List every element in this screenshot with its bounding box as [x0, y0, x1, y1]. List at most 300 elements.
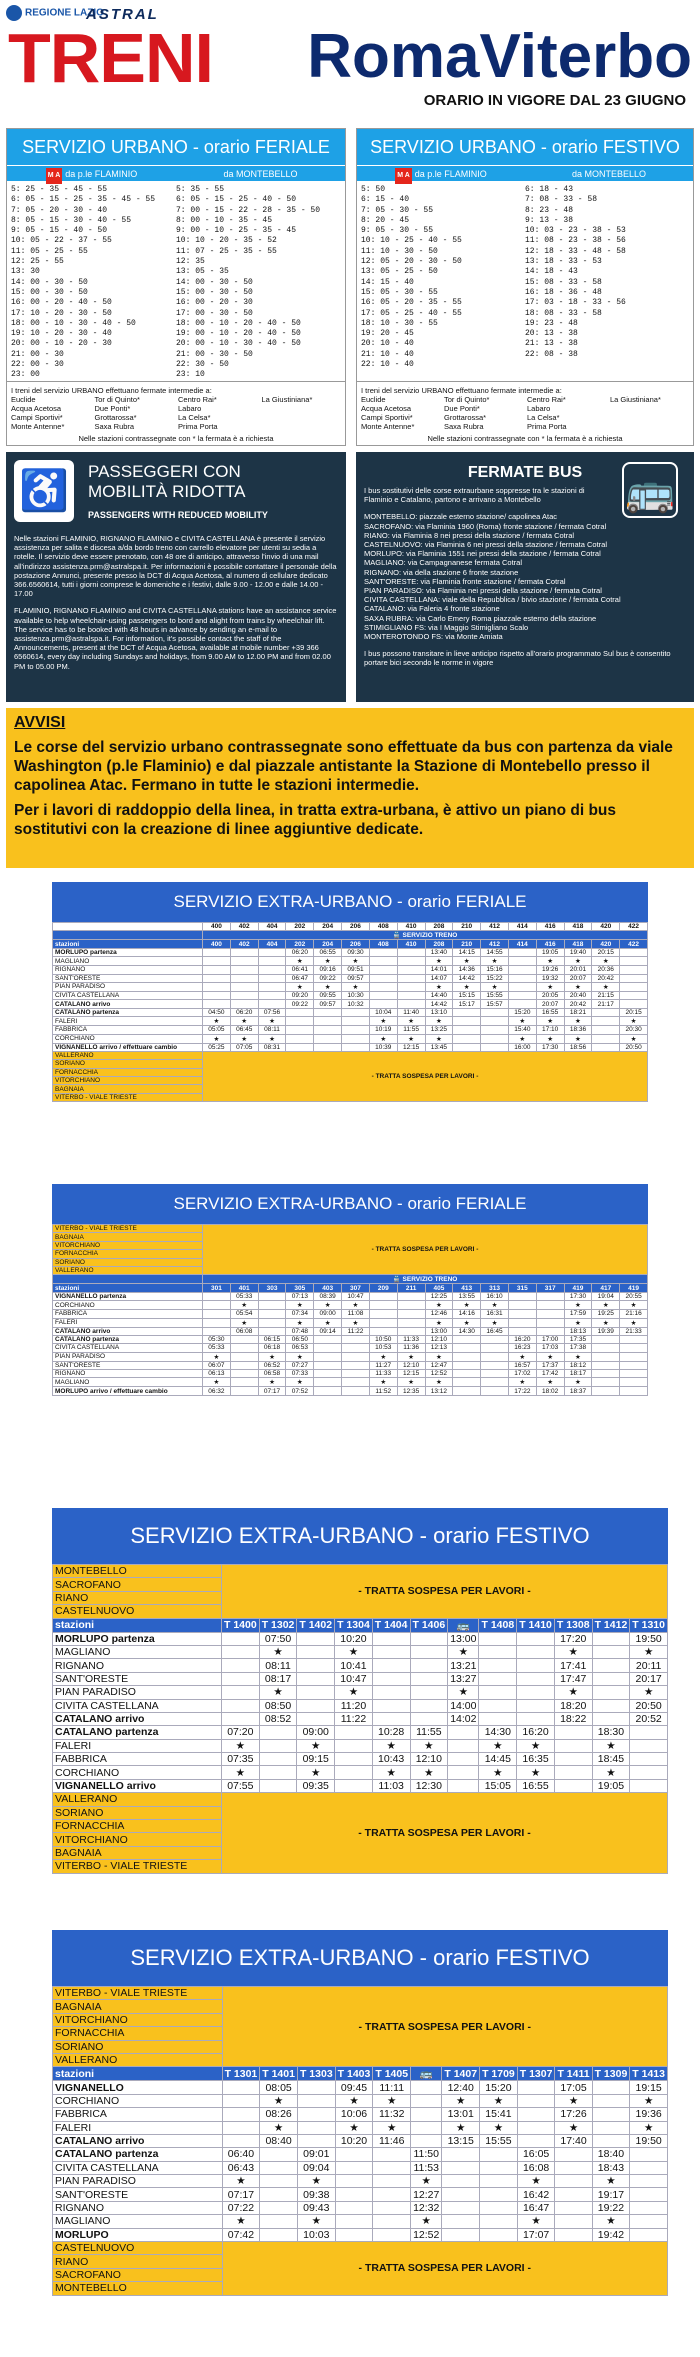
time-cell	[630, 1766, 668, 1779]
time-cell: 15:15	[453, 991, 481, 999]
time-cell	[554, 1726, 592, 1739]
time-cell	[297, 2081, 335, 2094]
station-name: VALLERANO	[53, 1051, 203, 1059]
time-cell	[258, 1000, 286, 1008]
time-cell	[342, 1378, 370, 1387]
train-number: T 1402	[297, 1618, 335, 1632]
time-cell	[554, 1753, 592, 1766]
bus-stops-title: FERMATE BUS	[467, 464, 583, 481]
time-cell: 17:26	[555, 2108, 592, 2121]
time-cell	[410, 1699, 448, 1712]
time-cell: ★	[221, 1766, 259, 1779]
time-cell: 10:04	[369, 1008, 397, 1016]
time-cell: ★	[480, 2094, 518, 2107]
time-cell: 13:55	[453, 1292, 481, 1300]
time-cell: ★	[297, 2215, 335, 2228]
time-cell	[314, 1387, 342, 1395]
station-name: SORIANO	[53, 2040, 223, 2053]
lazio-label: REGIONE LAZIO	[25, 7, 104, 19]
time-cell: 16:57	[508, 1361, 536, 1369]
feriale-montebello-times	[176, 185, 341, 380]
time-cell	[258, 1292, 286, 1300]
station-name: MAGLIANO	[53, 1378, 203, 1387]
time-line: 10: 05 - 22 - 37 - 55	[11, 236, 112, 246]
time-cell	[335, 2228, 373, 2241]
station-name: BAGNAIA	[53, 1233, 203, 1241]
time-cell: 19:04	[592, 1292, 620, 1300]
station-name: RIGNANO	[53, 1370, 203, 1378]
time-cell	[453, 1043, 481, 1051]
time-cell	[479, 1672, 517, 1685]
time-cell: 12:46	[425, 1310, 453, 1318]
time-cell: 18:43	[592, 2161, 630, 2174]
timetable-row	[53, 1327, 648, 1335]
time-cell	[620, 1335, 648, 1343]
time-cell: 13:40	[425, 948, 453, 956]
time-cell: ★	[508, 1378, 536, 1387]
time-cell: ★	[554, 1686, 592, 1699]
train-number: 204	[314, 940, 342, 948]
bus-stop-item: SAXA RUBRA: via Carlo Emery Roma piazzale esterno della stazione	[364, 613, 597, 623]
time-cell	[230, 1344, 258, 1352]
time-cell	[286, 1034, 314, 1043]
time-cell: 19:22	[592, 2201, 630, 2214]
time-cell: 06:41	[286, 966, 314, 974]
time-line: 5: 50	[361, 185, 386, 194]
time-cell	[230, 1361, 258, 1369]
time-cell: ★	[410, 1739, 448, 1752]
notice-paragraph-2: Per i lavori di raddoppio della linea, in tratta extra-urbana, è attivo un piano di bus sostitutivi con la creazione di linee aggiuntive dedicate.	[14, 802, 617, 838]
time-cell: ★	[564, 982, 592, 991]
time-cell: ★	[369, 1378, 397, 1387]
time-line: 10: 03 - 23 - 38 - 53	[525, 226, 626, 236]
time-cell: 16:42	[517, 2188, 555, 2201]
train-number: T 1406	[410, 1618, 448, 1632]
train-number: 416	[536, 923, 564, 931]
time-cell: 05:33	[230, 1292, 258, 1300]
time-cell	[442, 2188, 480, 2201]
time-cell: 18:56	[564, 1043, 592, 1051]
urban-festivo-panel	[356, 128, 694, 446]
time-cell: ★	[425, 1378, 453, 1387]
time-cell: 09:45	[335, 2081, 373, 2094]
timetable-row	[53, 1043, 648, 1051]
urban-stops-note: Nelle stazioni contrassegnate con * la fermata è a richiesta	[78, 434, 274, 443]
time-cell: 15:40	[508, 1026, 536, 1034]
time-cell	[373, 2161, 411, 2174]
time-cell	[372, 1659, 410, 1672]
time-line: 22: 00 - 30	[11, 360, 64, 370]
station-name: CATALANO partenza	[53, 1726, 222, 1739]
time-cell: ★	[481, 1318, 509, 1327]
station-name: MONTEBELLO	[53, 2282, 223, 2295]
time-cell: 13:01	[442, 2108, 480, 2121]
time-cell: 17:30	[536, 1043, 564, 1051]
train-number: 204	[314, 923, 342, 931]
time-cell	[630, 2215, 668, 2228]
time-cell	[620, 1344, 648, 1352]
time-cell: ★	[258, 1034, 286, 1043]
train-number: 305	[286, 1284, 314, 1292]
station-name: VITORCHIANO	[53, 1833, 222, 1846]
train-number: 405	[425, 1284, 453, 1292]
time-cell: ★	[286, 957, 314, 966]
time-cell: 06:20	[286, 948, 314, 956]
bus-stop-item: STIMIGLIANO FS: via I Maggio Stimigliano Scalo	[364, 622, 529, 632]
time-cell	[286, 1043, 314, 1051]
urban-stop: La Giustiniana*	[261, 395, 313, 404]
time-cell: 11:20	[335, 1699, 373, 1712]
time-cell	[592, 1370, 620, 1378]
time-cell	[536, 1310, 564, 1318]
urban-stop: Monte Antenne*	[11, 422, 65, 431]
time-cell: ★	[397, 1017, 425, 1026]
time-cell: 13:45	[425, 1043, 453, 1051]
time-cell: 14:07	[425, 974, 453, 982]
time-line: 21: 10 - 40	[361, 349, 414, 359]
time-cell	[410, 1659, 448, 1672]
time-cell: 18:22	[554, 1712, 592, 1725]
time-cell: ★	[592, 1301, 620, 1310]
time-cell	[335, 2161, 373, 2174]
time-cell	[372, 1699, 410, 1712]
timetable-row	[53, 974, 648, 982]
time-cell: 16:10	[481, 1292, 509, 1300]
station-name: MONTEBELLO	[53, 1565, 222, 1578]
time-cell	[442, 2148, 480, 2161]
station-name: CIVITA CASTELLANA	[53, 2161, 223, 2174]
time-cell: ★	[369, 1034, 397, 1043]
timetable-row	[53, 1344, 648, 1352]
train-number: T 1309	[592, 2067, 630, 2081]
time-line: 8: 23 - 48	[525, 205, 574, 215]
time-line: 10: 10 - 25 - 40 - 55	[361, 236, 462, 246]
time-cell	[481, 1370, 509, 1378]
urban-stop: Acqua Acetosa	[361, 404, 412, 413]
time-cell: 06:52	[258, 1361, 286, 1369]
time-cell: ★	[397, 1352, 425, 1361]
time-cell	[517, 1645, 555, 1658]
urban-stop: Campi Sportivi*	[361, 413, 413, 422]
astral-logo: ASTRAL	[86, 6, 159, 23]
time-cell	[230, 1335, 258, 1343]
train-number: 418	[564, 940, 592, 948]
time-cell	[335, 2215, 373, 2228]
time-cell: 21:16	[620, 1310, 648, 1318]
time-cell: ★	[297, 1739, 335, 1752]
time-cell: 10:53	[369, 1344, 397, 1352]
urban-stop: La Giustiniana*	[610, 395, 661, 404]
time-cell: 09:38	[297, 2188, 335, 2201]
time-cell	[230, 1387, 258, 1395]
time-cell	[442, 2201, 480, 2214]
timetable-row	[53, 1000, 648, 1008]
time-cell: 10:19	[369, 1026, 397, 1034]
time-line: 21: 00 - 30 - 50	[176, 349, 253, 359]
time-cell	[369, 966, 397, 974]
time-line: 22: 10 - 40	[361, 360, 414, 370]
time-cell	[620, 1387, 648, 1395]
time-cell	[203, 966, 231, 974]
time-cell: 10:20	[335, 2134, 373, 2147]
time-cell	[397, 1310, 425, 1318]
time-cell: 09:04	[297, 2161, 335, 2174]
station-name: SANT'ORESTE	[53, 2188, 223, 2201]
timetable-row	[53, 991, 648, 999]
train-number: 208	[425, 940, 453, 948]
time-cell	[620, 1378, 648, 1387]
time-cell	[592, 1344, 620, 1352]
time-cell	[297, 2134, 335, 2147]
time-cell	[286, 1008, 314, 1016]
time-cell	[453, 1387, 481, 1395]
bus-stop-item: RIANO: via Flaminia 8 nei pressi della stazione / fermata Cotral	[364, 530, 575, 540]
notices-box	[6, 708, 694, 868]
station-name: CORCHIANO	[53, 1766, 222, 1779]
time-line: 14: 18 - 43	[525, 267, 578, 277]
time-cell: 15:17	[453, 1000, 481, 1008]
time-line: 20: 00 - 10 - 30 - 40 - 50	[176, 339, 301, 349]
time-cell	[508, 948, 536, 956]
time-cell	[314, 1344, 342, 1352]
mobility-title-2: MOBILITÀ RIDOTTA	[88, 482, 246, 501]
reduced-mobility-panel	[6, 452, 346, 702]
time-cell: 13:25	[425, 1026, 453, 1034]
stations-header: stazioni	[53, 940, 203, 948]
train-number: 206	[342, 923, 370, 931]
station-name: VITERBO - VIALE TRIESTE	[53, 1987, 223, 2000]
time-cell: ★	[230, 1017, 258, 1026]
time-cell	[314, 1017, 342, 1026]
time-line: 20: 10 - 40	[361, 339, 414, 349]
bus-intro: I bus sostitutivi delle corse extraurbane soppresse tra le stazioni di Flaminio e Catalano, partono e arrivano a Montebello	[364, 486, 585, 505]
train-number: T 1412	[592, 1618, 630, 1632]
time-cell	[410, 1645, 448, 1658]
time-cell	[517, 1699, 555, 1712]
time-cell	[481, 1043, 509, 1051]
time-cell: 13:15	[442, 2134, 480, 2147]
time-cell	[314, 1352, 342, 1361]
station-name: VIGNANELLO arrivo / effettuare cambio	[53, 1043, 203, 1051]
time-cell	[411, 2108, 442, 2121]
time-cell	[372, 1686, 410, 1699]
time-cell	[314, 1034, 342, 1043]
time-cell: 19:05	[536, 948, 564, 956]
time-cell: 06:13	[203, 1370, 231, 1378]
time-cell: 17:40	[555, 2134, 592, 2147]
station-name: BAGNAIA	[53, 2000, 223, 2013]
timetable-row	[53, 1008, 648, 1016]
station-name: RIANO	[53, 1591, 222, 1604]
validity-date: ORARIO IN VIGORE DAL 23 GIUGNO	[423, 92, 686, 109]
time-cell: 14:02	[448, 1712, 479, 1725]
station-name: FABBRICA	[53, 1026, 203, 1034]
time-cell	[630, 2201, 668, 2214]
time-cell: 10:41	[335, 1659, 373, 1672]
station-name: VALLERANO	[53, 1266, 203, 1274]
time-cell	[448, 1779, 479, 1792]
station-name: MORLUPO arrivo / effettuare cambio	[53, 1387, 203, 1395]
time-line: 7: 05 - 30 - 55	[361, 205, 434, 215]
time-cell	[342, 1026, 370, 1034]
time-line: 20: 13 - 38	[525, 329, 578, 339]
time-cell	[221, 1672, 259, 1685]
mobility-subtitle: PASSENGERS WITH REDUCED MOBILITY	[88, 510, 268, 520]
extraurban-festivo-outbound	[52, 1508, 668, 1874]
time-line: 23: 10	[176, 370, 205, 380]
time-cell: ★	[592, 982, 620, 991]
time-cell	[203, 1301, 231, 1310]
time-cell: ★	[425, 982, 453, 991]
time-cell: 13:21	[448, 1659, 479, 1672]
time-cell	[592, 1335, 620, 1343]
time-cell	[480, 2228, 518, 2241]
train-number: 414	[508, 940, 536, 948]
time-cell	[221, 1699, 259, 1712]
train-number: 202	[286, 940, 314, 948]
time-cell	[369, 974, 397, 982]
time-cell	[411, 2121, 442, 2134]
time-cell	[259, 1779, 297, 1792]
time-cell: 07:27	[286, 1361, 314, 1369]
timetable-row	[53, 2108, 668, 2121]
time-cell: 09:51	[342, 966, 370, 974]
time-cell: 11:33	[369, 1370, 397, 1378]
time-cell	[230, 966, 258, 974]
time-line: 15: 08 - 33 - 58	[525, 277, 602, 287]
urban-stop: Saxa Rubra	[444, 422, 484, 431]
time-cell: 06:15	[258, 1335, 286, 1343]
train-number: 210	[453, 940, 481, 948]
time-cell: 09:43	[297, 2201, 335, 2214]
time-cell: 06:20	[230, 1008, 258, 1016]
time-cell	[517, 2134, 555, 2147]
time-cell	[258, 1310, 286, 1318]
time-cell	[508, 1318, 536, 1327]
time-line: 11: 07 - 25 - 35 - 55	[176, 246, 277, 256]
train-number: 419	[564, 1284, 592, 1292]
extraurban-festivo-inbound	[52, 1930, 668, 2296]
time-line: 11: 10 - 30 - 50	[361, 246, 438, 256]
time-cell: ★	[620, 1318, 648, 1327]
time-cell	[342, 1370, 370, 1378]
time-cell	[517, 2094, 555, 2107]
time-line: 6: 05 - 15 - 25 - 35 - 45 - 55	[11, 195, 156, 205]
station-name: MORLUPO partenza	[53, 1632, 222, 1645]
time-line: 18: 10 - 30 - 55	[361, 318, 438, 328]
urban-stop: Centro Rai*	[178, 395, 217, 404]
time-cell: 20:36	[592, 966, 620, 974]
time-cell: 19:05	[592, 1779, 630, 1792]
time-cell: ★	[620, 1034, 648, 1043]
timetable-row	[53, 1292, 648, 1300]
time-cell: 12:52	[411, 2228, 442, 2241]
time-cell: ★	[222, 2215, 260, 2228]
urban-stop: Due Ponti*	[444, 404, 480, 413]
time-cell	[448, 1739, 479, 1752]
time-cell: ★	[536, 1378, 564, 1387]
time-cell: 20:30	[620, 1026, 648, 1034]
time-cell: 06:55	[314, 948, 342, 956]
time-cell: 19:40	[564, 948, 592, 956]
time-cell: 06:53	[286, 1344, 314, 1352]
time-cell	[372, 1672, 410, 1685]
bus-icon: 🚌	[622, 462, 678, 518]
time-cell	[297, 1632, 335, 1645]
time-cell	[410, 1712, 448, 1725]
time-cell: 21:17	[592, 1000, 620, 1008]
time-cell: ★	[411, 2175, 442, 2188]
time-cell	[555, 2148, 592, 2161]
time-cell: 13:00	[448, 1632, 479, 1645]
time-cell	[630, 1753, 668, 1766]
time-line: 16: 05 - 20 - 35 - 55	[361, 298, 462, 308]
station-name: VITERBO - VIALE TRIESTE	[53, 1860, 222, 1873]
time-cell: 06:07	[203, 1361, 231, 1369]
time-cell: 09:01	[297, 2148, 335, 2161]
metro-icon: M A	[46, 168, 63, 184]
suspended-row	[53, 1225, 648, 1233]
station-name: VIGNANELLO partenza	[53, 1292, 203, 1300]
time-cell: 05:33	[203, 1344, 231, 1352]
time-cell	[479, 1699, 517, 1712]
time-cell	[620, 1352, 648, 1361]
time-cell: 16:45	[481, 1327, 509, 1335]
urban-stop: Grottarossa*	[444, 413, 487, 422]
time-cell: 08:31	[258, 1043, 286, 1051]
station-name: SANT'ORESTE	[53, 1672, 222, 1685]
time-cell: ★	[620, 1017, 648, 1026]
time-line: 5: 35 - 55	[176, 185, 225, 194]
time-cell	[297, 1686, 335, 1699]
time-cell: ★	[286, 1318, 314, 1327]
time-cell	[555, 2228, 592, 2241]
time-cell	[222, 2094, 260, 2107]
time-cell	[480, 2215, 518, 2228]
station-name: CATALANO arrivo	[53, 1000, 203, 1008]
time-cell	[554, 1766, 592, 1779]
station-name: SORIANO	[53, 1258, 203, 1266]
time-cell	[453, 1378, 481, 1387]
time-cell: ★	[536, 957, 564, 966]
urban-stops-grid	[361, 395, 689, 431]
from-montebello-label: da MONTEBELLO	[571, 169, 647, 179]
time-cell	[222, 2121, 260, 2134]
time-cell	[630, 1739, 668, 1752]
time-cell: 09:30	[342, 948, 370, 956]
time-cell: 10:30	[342, 991, 370, 999]
train-number: T 1709	[480, 2067, 518, 2081]
urban-stop: Labaro	[527, 404, 551, 413]
time-cell: ★	[335, 2121, 373, 2134]
time-cell: 14:42	[425, 1000, 453, 1008]
time-cell: ★	[373, 2094, 411, 2107]
time-cell: ★	[342, 1318, 370, 1327]
time-cell	[481, 1344, 509, 1352]
timetable-row	[53, 1712, 668, 1725]
timetable-row	[53, 1699, 668, 1712]
train-number: 410	[397, 940, 425, 948]
time-cell: 08:11	[259, 1659, 297, 1672]
time-cell: 07:55	[221, 1779, 259, 1792]
time-cell: ★	[592, 1766, 630, 1779]
suspended-notice: - TRATTA SOSPESA PER LAVORI -	[222, 2242, 667, 2296]
time-cell: 09:22	[314, 974, 342, 982]
time-cell: 20:50	[630, 1699, 668, 1712]
time-cell: 11:22	[342, 1327, 370, 1335]
time-cell: 14:40	[425, 991, 453, 999]
time-cell: 12:10	[425, 1335, 453, 1343]
